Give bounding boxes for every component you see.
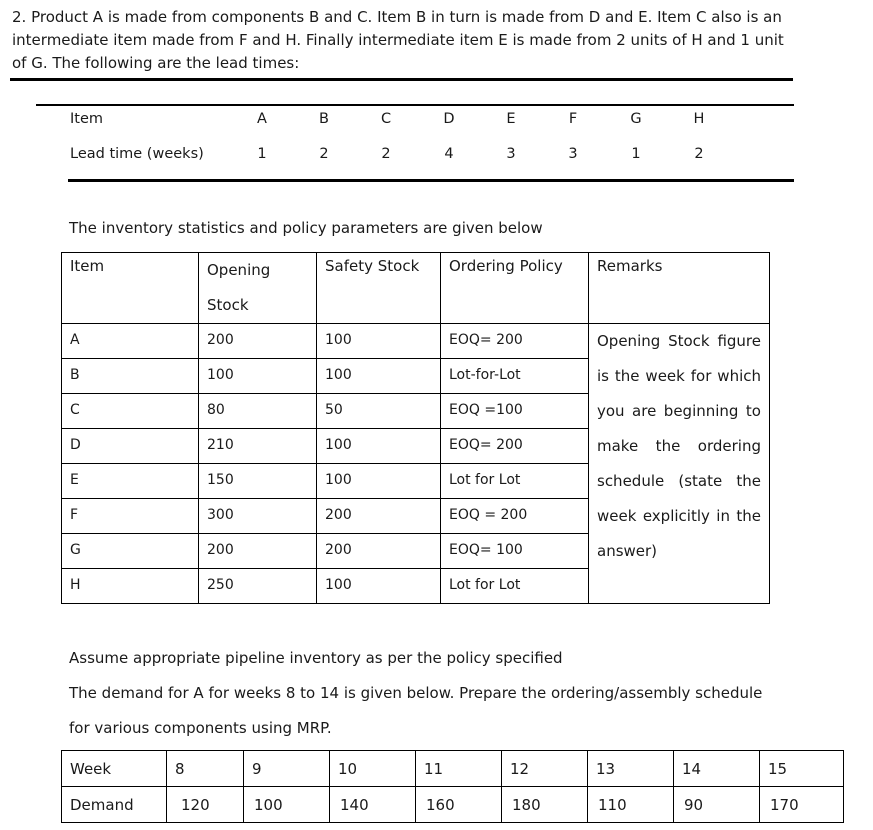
week-cell: 11 (416, 751, 502, 787)
week-cell: 8 (167, 751, 244, 787)
header-ordering-policy: Ordering Policy (441, 253, 589, 324)
inv-opening: 100 (199, 359, 317, 394)
lead-item-b: B (319, 111, 329, 127)
inv-item: G (62, 534, 199, 569)
inv-policy: EOQ =100 (441, 394, 589, 429)
demand-cell: 120 (167, 787, 244, 823)
header-opening-stock (199, 253, 317, 324)
inv-opening: 80 (199, 394, 317, 429)
inv-item: D (62, 429, 199, 464)
lead-row-label: Lead time (weeks) (70, 146, 204, 162)
inv-opening: 250 (199, 569, 317, 604)
inv-safety: 100 (317, 464, 441, 499)
lead-value-b: 2 (319, 146, 329, 162)
inv-policy: EOQ= 200 (441, 429, 589, 464)
week-cell: 10 (330, 751, 416, 787)
inv-item: F (62, 499, 199, 534)
lead-table-top-rule (36, 104, 794, 106)
demand-cell: 180 (502, 787, 588, 823)
inv-safety: 200 (317, 499, 441, 534)
lead-value-g: 1 (631, 146, 641, 162)
lead-value-h: 2 (694, 146, 704, 162)
inv-item: H (62, 569, 199, 604)
lead-item-g: G (630, 111, 642, 127)
demand-week-row (62, 751, 844, 787)
inv-safety: 100 (317, 359, 441, 394)
week-cell: 13 (588, 751, 674, 787)
inv-safety: 100 (317, 324, 441, 359)
inv-policy: EOQ= 200 (441, 324, 589, 359)
lead-item-e: E (506, 111, 516, 127)
inv-item: E (62, 464, 199, 499)
demand-instruction-cont: for various components using MRP. (69, 719, 332, 737)
inv-opening: 200 (199, 534, 317, 569)
inventory-row-a (62, 324, 770, 359)
demand-value-row (62, 787, 844, 823)
lead-item-d: D (443, 111, 455, 127)
week-cell: 14 (674, 751, 760, 787)
header-opening-stock-text: Opening Stock (207, 261, 271, 314)
inv-opening: 200 (199, 324, 317, 359)
demand-cell: 110 (588, 787, 674, 823)
inv-policy: EOQ = 200 (441, 499, 589, 534)
inv-policy: Lot-for-Lot (441, 359, 589, 394)
lead-item-a: A (257, 111, 267, 127)
demand-cell: 160 (416, 787, 502, 823)
pipeline-note: Assume appropriate pipeline inventory as per the policy specified (69, 649, 563, 667)
demand-label: Demand (62, 787, 167, 823)
intro-underline (10, 78, 793, 81)
inv-item: A (62, 324, 199, 359)
inv-policy: Lot for Lot (441, 464, 589, 499)
header-item: Item (62, 253, 199, 324)
inv-safety: 50 (317, 394, 441, 429)
lead-header-label: Item (70, 111, 104, 127)
inv-item: B (62, 359, 199, 394)
lead-table-bottom-rule (68, 179, 794, 182)
inventory-header-row (62, 253, 770, 324)
inv-opening: 150 (199, 464, 317, 499)
inv-safety: 200 (317, 534, 441, 569)
question-intro: 2. Product A is made from components B and C. Item B in turn is made from D and E. Item C also is an intermediate item made from F and H. Finally intermediate item E is made from 2 units of H and 1 unit of G. The following are the lead times: (12, 8, 784, 72)
inv-policy: EOQ= 100 (441, 534, 589, 569)
week-cell: 9 (244, 751, 330, 787)
lead-value-a: 1 (257, 146, 267, 162)
lead-value-f: 3 (568, 146, 578, 162)
demand-cell: 170 (760, 787, 844, 823)
header-remarks: Remarks (589, 253, 770, 324)
lead-value-e: 3 (506, 146, 516, 162)
inventory-remarks: Opening Stock figure is the week for which you are beginning to make the ordering schedule (state the week explicitly in the answer) (589, 324, 770, 604)
inv-policy: Lot for Lot (441, 569, 589, 604)
week-label: Week (62, 751, 167, 787)
lead-value-c: 2 (381, 146, 391, 162)
week-cell: 12 (502, 751, 588, 787)
demand-cell: 90 (674, 787, 760, 823)
demand-table (61, 750, 844, 823)
header-safety-stock: Safety Stock (317, 253, 441, 324)
demand-cell: 140 (330, 787, 416, 823)
demand-cell: 100 (244, 787, 330, 823)
inv-opening: 210 (199, 429, 317, 464)
inv-item: C (62, 394, 199, 429)
inv-safety: 100 (317, 429, 441, 464)
inv-opening: 300 (199, 499, 317, 534)
lead-item-h: H (693, 111, 705, 127)
lead-value-d: 4 (444, 146, 454, 162)
demand-instruction: The demand for A for weeks 8 to 14 is given below. Prepare the ordering/assembly schedule (69, 684, 763, 702)
inventory-table (61, 252, 770, 604)
lead-item-c: C (380, 111, 392, 127)
lead-item-f: F (568, 111, 578, 127)
inventory-caption: The inventory statistics and policy parameters are given below (69, 219, 543, 237)
inv-safety: 100 (317, 569, 441, 604)
week-cell: 15 (760, 751, 844, 787)
